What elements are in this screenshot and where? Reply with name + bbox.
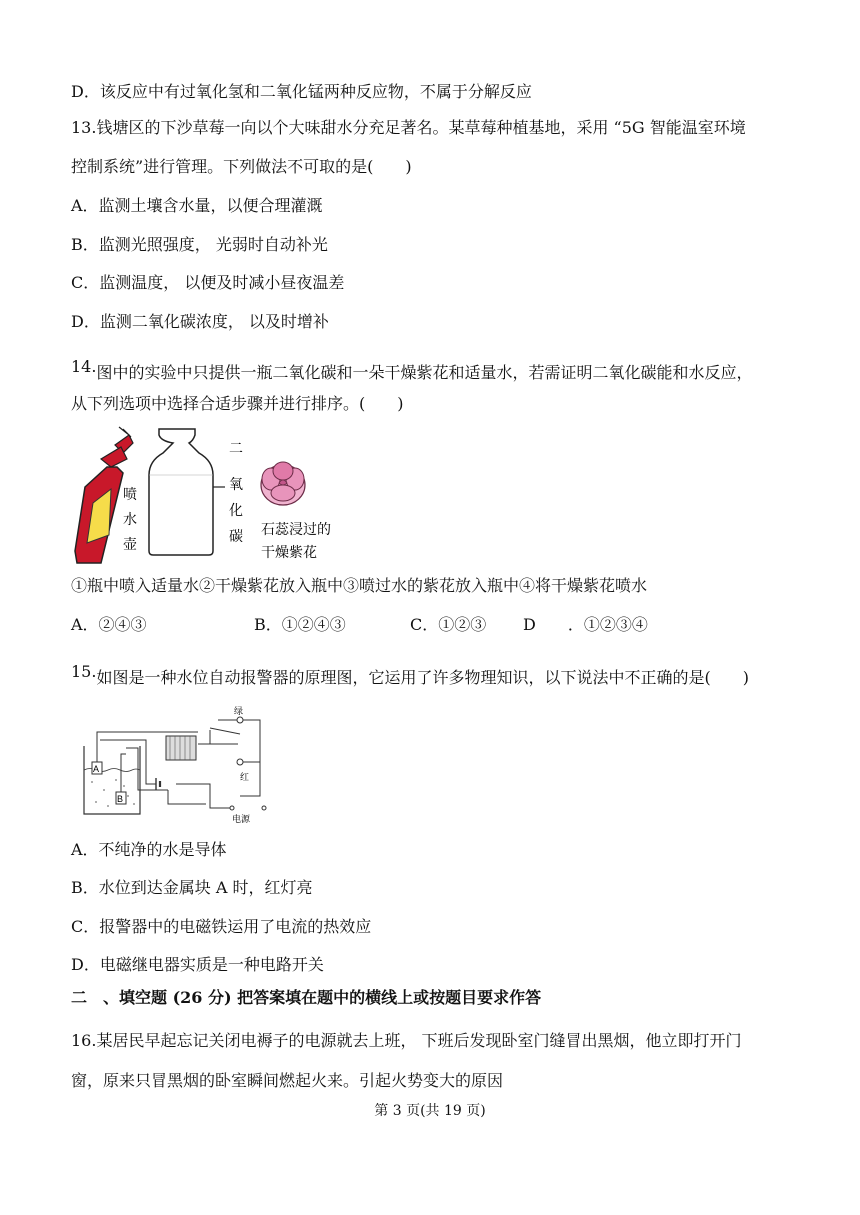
power-terminal-2: [262, 806, 266, 810]
q16-stem-line1: 16.某居民早起忘记关闭电褥子的电源就去上班， 下班后发现卧室门缝冒出黑烟，他立即打开门: [71, 1031, 742, 1050]
flower-label-1: 石蕊浸过的: [261, 521, 331, 537]
q13-option-d: D．监测二氧化碳浓度， 以及时增补: [71, 312, 329, 331]
q15-option-b: B．水位到达金属块 A 时，红灯亮: [71, 878, 313, 897]
red-lamp-icon: [237, 759, 243, 765]
q15-option-c: C．报警器中的电磁铁运用了电流的热效应: [71, 917, 372, 936]
flower-label-2: 干燥紫花: [261, 544, 317, 560]
sprayer-label-3: 壶: [123, 536, 137, 552]
q13-option-a: A．监测土壤含水量，以便合理灌溉: [71, 196, 323, 215]
gas-label-4: 碳: [229, 528, 243, 544]
q16-stem-line2: 窗，原来只冒黑烟的卧室瞬间燃起火来。引起火势变大的原因: [71, 1071, 504, 1090]
q13-option-b: B．监测光照强度， 光弱时自动补光: [71, 235, 328, 254]
power-terminal-1: [230, 806, 234, 810]
q13-stem-line1: 13.钱塘区的下沙草莓一向以个大味甜水分充足著名。某草莓种植基地，采用 “5G 智能温室环境: [71, 118, 746, 137]
sprayer-label-1: 喷: [123, 486, 137, 502]
gas-label-1: 二: [229, 440, 243, 456]
gas-label-2: 氧: [229, 476, 243, 492]
q14-steps: ①瓶中喷入适量水②干燥紫花放入瓶中③喷过水的紫花放入瓶中④将干燥紫花喷水: [71, 576, 648, 595]
q14-experiment-figure: [71, 423, 371, 571]
label-green: 绿: [234, 706, 244, 716]
q14-stem-text: 图中的实验中只提供一瓶二氧化碳和一朵干燥紫花和适量水，若需证明二氧化碳能和水反应，: [96, 363, 753, 382]
q12-option-d: D．该反应中有过氧化氢和二氧化锰两种反应物，不属于分解反应: [71, 82, 532, 101]
label-red: 红: [240, 772, 250, 782]
q15-circuit-figure: [80, 704, 280, 824]
battery-icon: [156, 778, 160, 790]
electromagnet-icon: [166, 736, 196, 760]
q13-option-c: C．监测温度， 以便及时减小昼夜温差: [71, 273, 345, 292]
q15-stem: [71, 662, 749, 689]
q13-stem-line2: 控制系统”进行管理。下列做法不可取的是( ): [71, 157, 412, 176]
water-dots: [91, 779, 135, 807]
q15-option-d: D．电磁继电器实质是一种电路开关: [71, 955, 324, 974]
gas-label-3: 化: [229, 502, 243, 518]
q14-option-c: C．①②③: [410, 615, 487, 634]
q14-option-a: A．②④③: [71, 615, 147, 634]
flower-icon: [261, 462, 305, 505]
q15-number: 15.: [71, 662, 97, 681]
water-tank-icon: [84, 746, 140, 814]
gas-bottle-icon: [149, 429, 225, 555]
q14-number: 14.: [71, 357, 97, 376]
q14-stem-line1: [71, 357, 753, 384]
section-2-heading: 二 、填空题 (26 分) 把答案填在题中的横线上或按题目要求作答: [71, 988, 542, 1007]
sprayer-label-2: 水: [123, 511, 137, 527]
relay-contacts: [198, 728, 240, 744]
q14-option-b: B．①②④③: [254, 615, 346, 634]
q14-option-d: D ．①②③④: [523, 615, 648, 634]
label-a: A: [93, 764, 100, 774]
q15-option-a: A．不纯净的水是导体: [71, 840, 227, 859]
label-power: 电源: [232, 814, 251, 824]
q14-stem-line2: 从下列选项中选择合适步骤并进行排序。( ): [71, 394, 404, 413]
page-footer: 第 3 页(共 19 页): [374, 1103, 486, 1119]
q15-stem-text: 如图是一种水位自动报警器的原理图，它运用了许多物理知识，以下说法中不正确的是( ): [96, 668, 749, 687]
label-b: B: [117, 794, 124, 804]
green-lamp-icon: [237, 717, 243, 723]
